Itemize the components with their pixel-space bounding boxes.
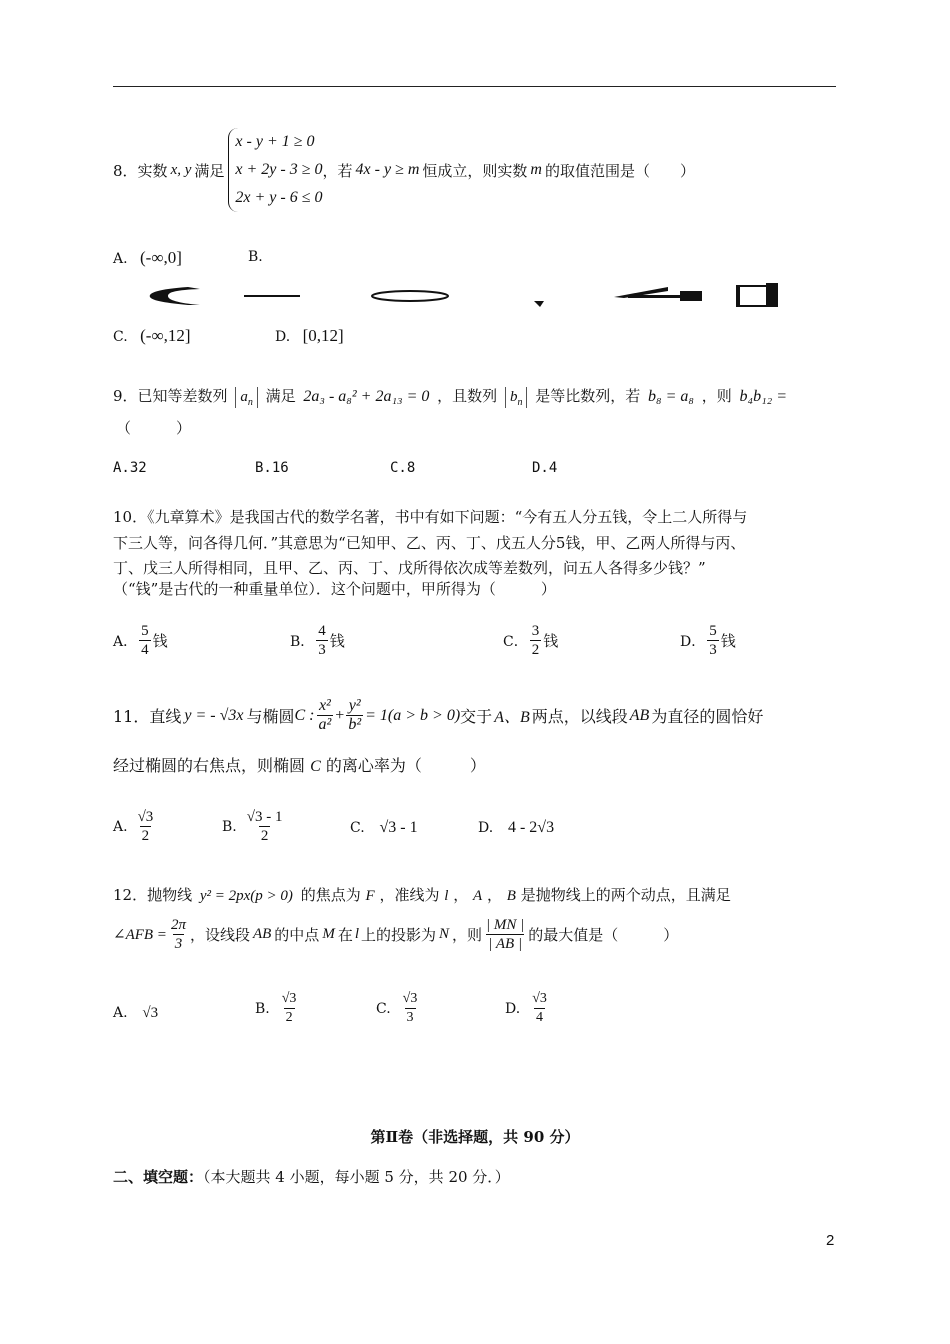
- q12-d-num: √3: [532, 991, 547, 1006]
- q9-condition: b₈ = a₈: [648, 388, 694, 405]
- q10-c-label: C．: [503, 633, 528, 650]
- q8-cond-pre: ，若: [322, 161, 353, 180]
- q12-text-6: 是抛物线上的两个动点，且满足: [520, 886, 731, 904]
- q9-bn-letter: b: [509, 389, 518, 405]
- q10-d-den: 3: [709, 642, 717, 658]
- q10-option-a: [113, 622, 168, 659]
- q11-frac-x: [317, 697, 334, 734]
- q11-C2: C: [310, 758, 321, 775]
- q12-option-d: [505, 990, 551, 1027]
- q12-option-b: [255, 990, 300, 1027]
- q11-b-num: √3 - 1: [246, 809, 283, 825]
- q11-line-2: [113, 753, 486, 776]
- q9-an: [235, 387, 258, 408]
- q12-line-2: [113, 916, 678, 953]
- q9-bn-sub: n: [517, 397, 523, 408]
- q12-b-label: B.: [255, 1000, 270, 1017]
- q12-text-7: ，设线段: [189, 926, 250, 944]
- q12-text-11: ，则: [452, 926, 483, 944]
- q12-text-3: ，准线为: [379, 886, 440, 904]
- fill-in-note: （本大题共 4 小题，每小题 5 分，共 20 分．）: [203, 1168, 510, 1186]
- q8-option-b-garbled-glyphs: [148, 283, 788, 311]
- q10-option-d: [680, 622, 736, 659]
- q11-text-6: 经过椭圆的右焦点，则椭圆: [113, 756, 306, 775]
- q12-b-frac: [280, 990, 299, 1027]
- q11-text-3: 交于: [460, 707, 493, 726]
- q11-a-label: A.: [113, 818, 128, 835]
- q9-option-d: D.4: [532, 460, 558, 476]
- q12-angle: ∠AFB =: [113, 927, 167, 943]
- q8-a-value: (-∞,0]: [140, 248, 182, 267]
- q8-vars: x, y: [170, 161, 192, 178]
- q10-c-frac: [530, 622, 542, 659]
- q11-b-label: B.: [222, 818, 237, 835]
- q10-d-frac: [707, 622, 719, 659]
- q8-mid: 满足: [194, 161, 225, 180]
- q12-A: A: [473, 888, 483, 904]
- q9-option-b: B.16: [255, 460, 289, 476]
- q11-a-num: √3: [137, 809, 154, 825]
- q11-text-5: 为直径的圆恰好: [651, 707, 764, 726]
- q8-d-value: [0,12]: [302, 326, 344, 345]
- q10-b-frac: [316, 622, 328, 659]
- q8-ineq-3: 2x + y - 6 ≤ 0: [235, 189, 323, 206]
- q12-l2: l: [354, 926, 359, 942]
- q11-option-a: [113, 808, 157, 845]
- q9-an-sub: n: [247, 397, 253, 408]
- q12-ang-num: 2π: [170, 917, 186, 933]
- q12-b-num: √3: [281, 991, 297, 1006]
- q10-a-frac: [139, 622, 151, 659]
- q8-d-label: D.: [275, 329, 291, 345]
- q8-ineq-2: x + 2y - 3 ≥ 0: [235, 161, 323, 178]
- fill-in-header: [113, 1166, 510, 1187]
- q12-c-den: 3: [406, 1010, 414, 1025]
- question-9: [113, 385, 787, 408]
- section-title: 第Ⅱ卷（非选择题，共 90 分）: [370, 1128, 580, 1146]
- q12-text-2: 的焦点为: [300, 886, 361, 904]
- q10-b-unit: 钱: [329, 632, 345, 650]
- q11-option-b: [222, 808, 286, 845]
- q11-d-label: D.: [478, 820, 494, 836]
- question-11: 11．直线 y = - √3x 与椭圆 C : $\frac{\text{x²}}{\text{a²}}$ + $\frac{\text{y²}}{\text{b²}}$ = 1(a > b > 0) 交于 A、B 两点，以线段 AB 为直径的圆恰好: [113, 697, 764, 733]
- q8-number: 8．: [113, 161, 138, 180]
- q11-points: A、B: [494, 709, 530, 726]
- q12-ang-den: 3: [174, 936, 183, 952]
- q9-text-3: ，且数列: [437, 387, 498, 405]
- q12-N: N: [439, 926, 450, 942]
- q11-eq-tail: = 1(a > b > 0): [365, 706, 461, 724]
- q12-ratio-num: | MN |: [486, 917, 525, 933]
- q10-c-num: 3: [531, 623, 540, 639]
- q12-B: B: [506, 888, 516, 904]
- q11-frac-y: [346, 697, 363, 734]
- q11-fa: a²: [318, 716, 332, 733]
- q12-text-12: 的最大值是（ ）: [528, 926, 679, 944]
- q11-c-label: C.: [350, 820, 365, 836]
- q12-text-5: ，: [486, 886, 502, 904]
- question-12: [113, 884, 731, 905]
- q12-F: F: [365, 888, 375, 904]
- q9-ask: b₄b₁₂ =: [739, 388, 788, 405]
- q8-m: m: [530, 161, 542, 178]
- q10-b-num: 4: [318, 623, 326, 639]
- q12-equation: y² = 2px(p > 0): [199, 888, 293, 904]
- q8-option-d: [275, 326, 344, 346]
- q11-text-7: 的离心率为（ ）: [325, 756, 486, 775]
- q12-ratio-den: | AB |: [488, 936, 523, 952]
- q12-AB: AB: [252, 926, 272, 942]
- q12-text-4: ，: [453, 886, 469, 904]
- q11-text-1: 11．直线: [113, 707, 182, 726]
- q10-d-unit: 钱: [720, 632, 736, 650]
- q10-line-2: 下三人等，问各得几何．”其意思为“已知甲、乙、丙、丁、戊五人分5钱，甲、乙两人所得与丙、: [113, 534, 746, 552]
- q10-d-label: D．: [680, 633, 706, 650]
- q10-d-num: 5: [709, 623, 717, 639]
- q11-option-d: [478, 818, 554, 837]
- q10-a-label: A．: [113, 633, 138, 650]
- q12-d-frac: [530, 990, 549, 1027]
- q8-option-b-label: B.: [248, 249, 263, 265]
- fill-in-heading: 二、填空题：: [113, 1168, 204, 1186]
- header-rule: [113, 86, 836, 87]
- q11-c-value: √3 - 1: [379, 819, 418, 836]
- q9-bn: [505, 387, 528, 408]
- q12-d-label: D.: [505, 1000, 521, 1017]
- q12-angle-frac: [169, 916, 188, 953]
- q10-a-num: 5: [141, 623, 149, 639]
- q10-a-den: 4: [141, 642, 149, 658]
- question-8: [113, 128, 695, 212]
- q8-system: [228, 128, 322, 212]
- q12-text-8: 的中点: [274, 926, 320, 944]
- q11-AB: AB: [629, 706, 650, 724]
- q9-text-2: 满足: [265, 387, 296, 405]
- q9-option-a: A.32: [113, 460, 147, 476]
- q8-condition: 4x - y ≥ m: [355, 161, 420, 178]
- q11-text-2: 与椭圆: [246, 707, 295, 726]
- q9-equation: 2a₃ - a₈² + 2a₁₃ = 0: [303, 388, 430, 405]
- q9-paren: （ ）: [116, 419, 192, 437]
- q11-fy: y²: [348, 697, 361, 714]
- q11-b-den: 2: [260, 828, 269, 844]
- q10-line-1: 10．《九章算术》是我国古代的数学名著，书中有如下问题：“今有五人分五钱，令上二人所得与: [113, 508, 748, 526]
- q10-b-den: 3: [318, 642, 326, 658]
- q11-fb: b²: [348, 716, 362, 733]
- q12-option-c: [376, 990, 421, 1027]
- q12-b-den: 2: [285, 1010, 293, 1025]
- q10-c-den: 2: [531, 642, 540, 658]
- q12-option-a: [113, 1003, 158, 1022]
- q9-text-5: ，则: [701, 387, 732, 405]
- q12-text-10: 上的投影为: [361, 926, 437, 944]
- q8-post: 的取值范围是（ ）: [544, 161, 695, 180]
- q9-an-letter: a: [240, 389, 248, 405]
- q8-c-label: C.: [113, 329, 128, 345]
- q10-line-3: 丁、戊三人所得相同，且甲、乙、丙、丁、戊所得依次成等差数列，问五人各得多少钱？”: [113, 559, 706, 577]
- q12-l: l: [444, 888, 449, 904]
- q10-option-b: [290, 622, 345, 659]
- q12-text-9: 在: [337, 926, 353, 944]
- q9-option-c: C.8: [390, 460, 416, 476]
- q11-d-value: 4 - 2√3: [507, 819, 555, 836]
- q12-c-frac: [401, 990, 420, 1027]
- q10-b-label: B．: [290, 633, 315, 650]
- q8-c-value: (-∞,12]: [140, 326, 191, 345]
- q8-cond-mid: 恒成立，则实数: [422, 161, 528, 180]
- q9-text-4: 是等比数列，若: [535, 387, 641, 405]
- q10-a-unit: 钱: [152, 632, 168, 650]
- q10-c-unit: 钱: [543, 632, 559, 650]
- q12-d-den: 4: [536, 1010, 544, 1025]
- page-number: 2: [826, 1232, 835, 1249]
- q11-fx: x²: [318, 697, 331, 714]
- q10-line-4: （“钱”是古代的一种重量单位）．这个问题中，甲所得为（ ）: [113, 580, 556, 598]
- q11-option-c: [350, 818, 418, 837]
- q12-c-num: √3: [402, 991, 418, 1006]
- q11-b-frac: [245, 808, 285, 845]
- q11-C: C :: [294, 706, 315, 724]
- q11-line-eq: y = - √3x: [184, 706, 244, 724]
- q12-c-label: C.: [376, 1000, 391, 1017]
- q12-a-label: A.: [113, 1005, 128, 1021]
- q11-a-frac: [136, 808, 156, 845]
- q8-option-c: [113, 326, 190, 346]
- q8-pre: 实数: [137, 161, 168, 180]
- q11-text-4: 两点，以线段: [531, 707, 628, 726]
- q11-a-den: 2: [141, 828, 150, 844]
- q8-option-a: [113, 248, 182, 268]
- q12-M: M: [322, 926, 335, 942]
- q8-a-label: A.: [113, 251, 128, 267]
- q12-a-value: √3: [142, 1005, 159, 1021]
- q9-text-1: 9．已知等差数列: [113, 387, 228, 405]
- q10-option-c: [503, 622, 558, 659]
- q12-text-1: 12．抛物线: [113, 886, 193, 904]
- q12-ratio: [484, 916, 526, 953]
- q8-ineq-1: x - y + 1 ≥ 0: [235, 133, 315, 150]
